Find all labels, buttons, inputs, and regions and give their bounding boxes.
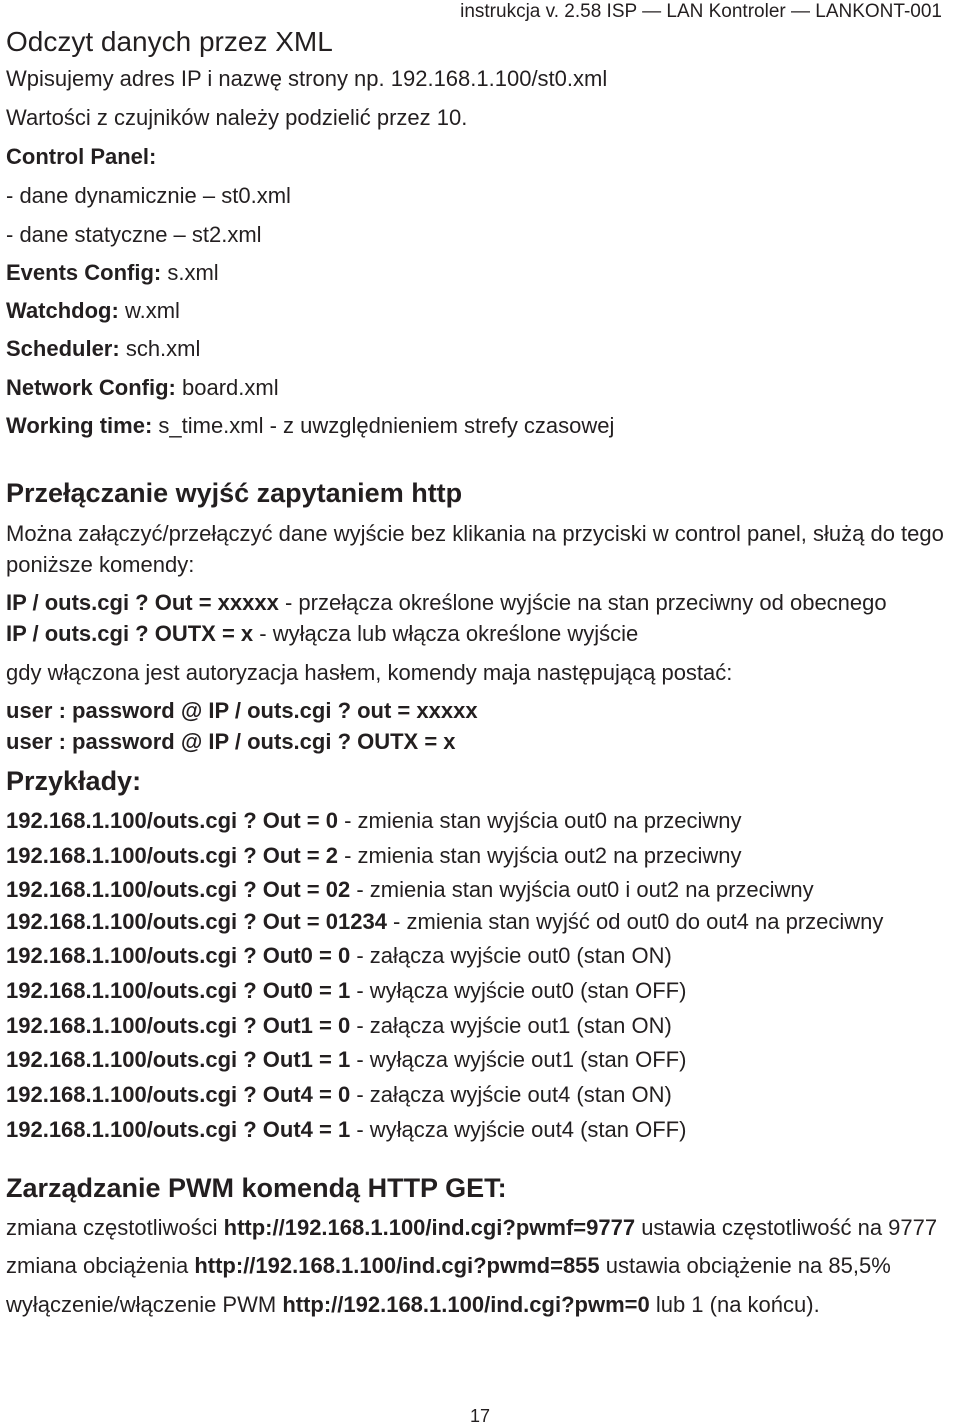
- example-row: [6, 808, 742, 834]
- http-section-title: Przełączanie wyjść zapytaniem http: [6, 478, 463, 508]
- pwm-frequency-url: http://192.168.1.100/ind.cgi?pwmf=9777: [223, 1215, 636, 1240]
- example-description: - wyłącza wyjście out1 (stan OFF): [350, 1047, 687, 1072]
- command-line-2: [6, 621, 638, 647]
- example-command: 192.168.1.100/outs.cgi ? Out = 01234: [6, 909, 387, 934]
- command-desc-2: - wyłącza lub włącza określone wyjście: [253, 621, 639, 646]
- example-command: 192.168.1.100/outs.cgi ? Out = 0: [6, 808, 338, 833]
- watchdog-value: w.xml: [118, 298, 180, 323]
- example-description: - zmienia stan wyjścia out0 i out2 na przeciwny: [350, 877, 814, 902]
- command-code-2: IP / outs.cgi ? OUTX = x: [6, 621, 254, 646]
- watchdog-label: Watchdog:: [6, 298, 119, 323]
- divide-note: Wartości z czujników należy podzielić przez 10.: [6, 105, 468, 130]
- example-description: - załącza wyjście out4 (stan ON): [350, 1082, 672, 1107]
- example-row: [6, 909, 883, 935]
- example-command: 192.168.1.100/outs.cgi ? Out1 = 0: [6, 1013, 351, 1038]
- working-time-line: [6, 413, 614, 439]
- auth-command-1: user : password @ IP / outs.cgi ? out = xxxxx: [6, 698, 478, 723]
- running-header: instrukcja v. 2.58 ISP — LAN Kontroler — LANKONT-001: [460, 1, 942, 22]
- scheduler-label: Scheduler:: [6, 336, 120, 361]
- example-command: 192.168.1.100/outs.cgi ? Out0 = 1: [6, 978, 351, 1003]
- example-row: [6, 843, 742, 869]
- command-code-1: IP / outs.cgi ? Out = xxxxx: [6, 590, 279, 615]
- static-data-line: - dane statyczne – st2.xml: [6, 222, 262, 247]
- example-description: - zmienia stan wyjścia out2 na przeciwny: [338, 843, 742, 868]
- command-line-1: [6, 590, 887, 616]
- example-command: 192.168.1.100/outs.cgi ? Out4 = 1: [6, 1117, 351, 1142]
- example-row: [6, 1047, 686, 1073]
- example-row: [6, 978, 686, 1004]
- pwm-toggle-line: [6, 1292, 820, 1318]
- pwm-duty-pre: zmiana obciążenia: [6, 1253, 195, 1278]
- example-row: [6, 1013, 672, 1039]
- pwm-frequency-post: ustawia częstotliwość na 9777: [635, 1215, 938, 1240]
- pwm-duty-url: http://192.168.1.100/ind.cgi?pwmd=855: [194, 1253, 600, 1278]
- example-description: - załącza wyjście out0 (stan ON): [350, 943, 672, 968]
- example-description: - zmienia stan wyjść od out0 do out4 na przeciwny: [386, 909, 884, 934]
- example-description: - wyłącza wyjście out4 (stan OFF): [350, 1117, 687, 1142]
- example-description: - wyłącza wyjście out0 (stan OFF): [350, 978, 687, 1003]
- example-description: - zmienia stan wyjścia out0 na przeciwny: [338, 808, 742, 833]
- example-row: [6, 1117, 686, 1143]
- page-number: 17: [469, 1406, 491, 1426]
- working-time-label: Working time:: [6, 413, 153, 438]
- dynamic-data-line: - dane dynamicznie – st0.xml: [6, 183, 291, 208]
- example-row: [6, 1082, 672, 1108]
- events-config-value: s.xml: [161, 260, 219, 285]
- xml-section-title: Odczyt danych przez XML: [6, 26, 333, 57]
- network-config-value: board.xml: [175, 375, 279, 400]
- example-command: 192.168.1.100/outs.cgi ? Out4 = 0: [6, 1082, 351, 1107]
- pwm-title-text: Zarządzanie PWM komendą HTTP GET:: [6, 1173, 507, 1203]
- control-panel-label: Control Panel:: [6, 144, 157, 169]
- network-config-label: Network Config:: [6, 375, 176, 400]
- scheduler-line: [6, 336, 200, 362]
- pwm-title: [6, 1172, 507, 1204]
- scheduler-value: sch.xml: [119, 336, 201, 361]
- pwm-duty-post: ustawia obciążenie na 85,5%: [599, 1253, 891, 1278]
- example-command: 192.168.1.100/outs.cgi ? Out0 = 0: [6, 943, 351, 968]
- example-command: 192.168.1.100/outs.cgi ? Out1 = 1: [6, 1047, 351, 1072]
- events-config-label: Events Config:: [6, 260, 162, 285]
- examples-title: Przykłady:: [6, 766, 142, 796]
- pwm-toggle-pre: wyłączenie/włączenie PWM: [6, 1292, 283, 1317]
- example-row: [6, 943, 672, 969]
- working-time-value: s_time.xml - z uwzględnieniem strefy czasowej: [152, 413, 615, 438]
- example-command: 192.168.1.100/outs.cgi ? Out = 2: [6, 843, 338, 868]
- example-description: - załącza wyjście out1 (stan ON): [350, 1013, 672, 1038]
- pwm-toggle-url: http://192.168.1.100/ind.cgi?pwm=0: [282, 1292, 650, 1317]
- example-command: 192.168.1.100/outs.cgi ? Out = 02: [6, 877, 351, 902]
- pwm-frequency-line: [6, 1215, 937, 1241]
- network-config-line: [6, 375, 279, 401]
- xml-intro: Wpisujemy adres IP i nazwę strony np. 192.168.1.100/st0.xml: [6, 66, 608, 91]
- events-config-line: [6, 260, 219, 286]
- auth-note: gdy włączona jest autoryzacja hasłem, komendy maja następującą postać:: [6, 660, 733, 685]
- command-desc-1: - przełącza określone wyjście na stan przeciwny od obecnego: [278, 590, 887, 615]
- example-row: [6, 877, 814, 903]
- watchdog-line: [6, 298, 180, 324]
- pwm-duty-line: [6, 1253, 891, 1279]
- pwm-toggle-post: lub 1 (na końcu).: [649, 1292, 820, 1317]
- auth-command-2: user : password @ IP / outs.cgi ? OUTX = x: [6, 729, 456, 754]
- pwm-frequency-pre: zmiana częstotliwości: [6, 1215, 224, 1240]
- http-paragraph: Można załączyć/przełączyć dane wyjście bez klikania na przyciski w control panel, służą do tego poniższe komendy:: [6, 521, 944, 577]
